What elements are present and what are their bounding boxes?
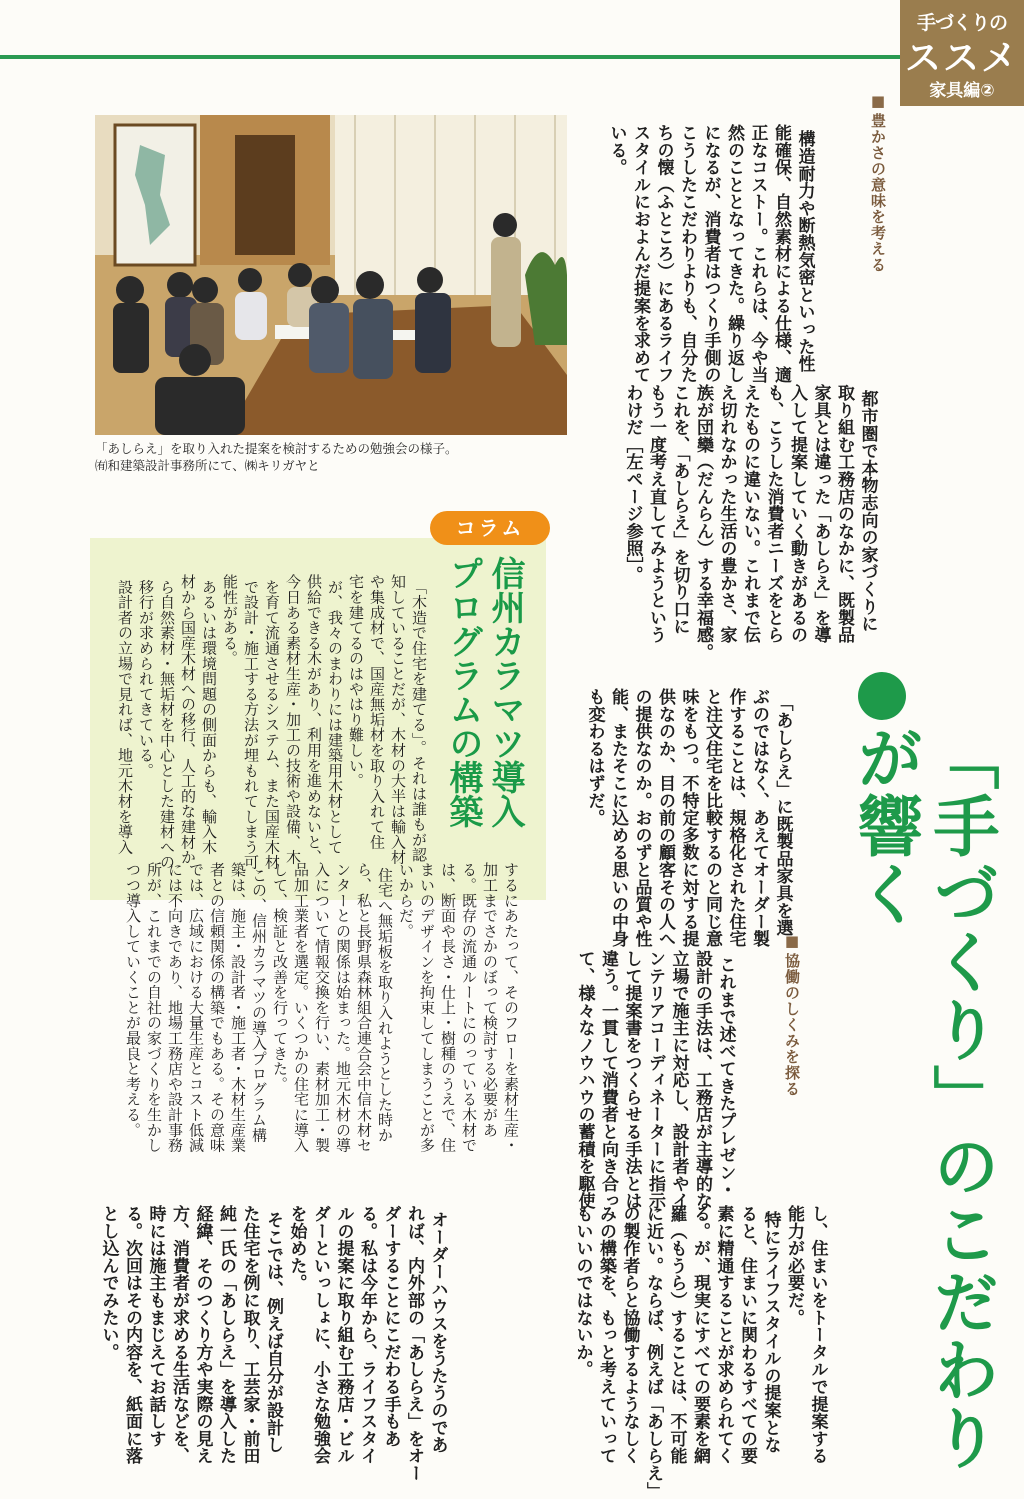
column-label: コラム (430, 511, 550, 545)
photo-caption-line1: 「あしらえ」を取り入れた提案を検討するための勉強会の様子。 (95, 441, 458, 456)
section-heading-abundance: ■ 豊かさの意味を考える (868, 92, 889, 332)
series-line1: 手づくりの (916, 12, 1007, 34)
section-heading-collaboration: ■ 協働のしくみを探る (782, 932, 803, 1142)
intro-body: 都市圏で本物志向の家づくりに 取り組む工務店のなかに、既製品 家具とは違った「あしらえ」を導 入して提案していく動きがあるの も、こうした消費者ニーズをとら えたものに違いない。これまで伝 え切れなかった生活の豊かさ、家 族が団欒（だんらん）する幸福感。 これを、「あしらえ」を切り口に もう一度考え直してみようという わけだ［左ページ参照］。 (622, 384, 878, 661)
headline-bullet (858, 672, 906, 720)
main-headline: 「手づくり」のこだわりが響く (846, 724, 999, 1472)
section2-body: これまで述べてきたプレゼン・ 設計の手法は、工務店が主導的な 立場で施主に対応し、設計者やイ ンテリアコーディネーターに指示 して提案書をつくらせる手法とは 違う。一貫して消費者と向き合っ て、様々なノウハウの蓄積を駆使 (574, 950, 736, 1210)
photo-caption (95, 440, 567, 474)
top-rule (0, 55, 900, 59)
middle-body: 「あしらえ」に既製品家具を選 ぶのではなく、あえてオーダー製 作することは、規格化された住宅 と注文住宅を比較するのと同じ意 味をもつ。不特定多数に対する提 供なのか、目の前の顧客その人へ の提供なのか。おのずと品質や性 能、またそこに込める思いの中身 も変わるはずだ。 (584, 688, 793, 948)
column-title: 信州カラマツ導入 プログラムの構築 (443, 556, 525, 828)
series-part: 家具編② (929, 81, 995, 101)
lower1-body: し、住まいをトータルで提案する 能力が必要だ。 特にライフスタイルの提案とな ると、住まいに関わるすべての要 素に精通することが求められてく る。が、現実にすべての要素を網 羅（もうら）することは、不可能 に近い。ならば、例えば「あしらえ」 の製作者らと協働するようなしく みの構築を、もっと考えていって もいいのではないか。 (572, 1205, 828, 1499)
section1-body: 構造耐力や断熱気密といった性 能確保、自然素材による仕様、適 正なコストー。これらは、今や当 然のこととなってきた。繰り返し になるが、消費者はつくり手側の こうしたこだわりよりも、自分た ちの懐（ふところ）にあるライフ スタイルにおよんだ提案を求めて いる。 (606, 124, 815, 384)
photo-caption-line2: ㈲和建築設計事務所にて、㈱キリガヤと (95, 458, 320, 473)
meeting-photo-drawing (95, 115, 567, 435)
meeting-photo (95, 115, 567, 435)
series-badge (900, 0, 1024, 106)
column-body-continued: するにあたって、そのフローを素材生産・ 加工までさかのぼって検討する必要があ る。既存の流通ルートにのっている木材で は、断面や長さ・仕上・樹種のうえで、住 まいのデザインを拘束してしまうことが多 いからだ。 住宅へ無垢板を取り入れようとした時か ら、私と長野県森林組合連合会中信木材セ ンターとの関係は始まった。地元木材の導 入について情報交換を行い、素材加工・製 品加工業者を選定。いくつかの住宅に導入 して、検証と改善を行ってきた。 この、信州カラマツの導入プログラム構 築は、施主・設計者・施工者・木材生産業 者との信頼関係の構築でもある。その意味 では、広域における大量生産とコスト低減 には不向きであり、地場工務店や設計事務 所が、これまでの自社の家づくりを生かし つつ導入していくことが最良と考える。 (124, 862, 520, 1153)
column-body: 「木造で住宅を建てる」。それは誰もが認 知していることだが、木材の大半は輸入材 や集成材で、国産無垢材を取り入れて住 宅を建てるのはやはり難しい。 が、我々のまわりには建築用木材として 供給できる木があり、利用を進めないと、 今日ある素材生産・加工の技術や設備、木 を育て流通させるシステム、また国産木材 で設計・施工する方法が埋もれてしまう可 能性がある。 あるいは環境問題の側面からも、輸入木 材から国産木材への移行、人工的な建材か ら自然素材・無垢材を中心とした建材への 移行が求められてきている。 設計者の立場で見れば、地元木材を導入 (116, 574, 428, 870)
lower2-body: オーダーハウスをうたうのであ れば、内外部の「あしらえ」をオー ダーすることにこだわる手もあ る。私は今年から、ライフスタイ ルの提案に取り組む工務店・ビル ダーといっしょに、小さな勉強会 を始めた。 そこでは、例えば自分が設計し た住宅を例に取り、工芸家・前田 純一氏の「あしらえ」を導入した 経緯、そのつくり方や実際の見え 方、消費者が求める生活などを、 時には施主もまじえてお話しす る。次回はその内容を、紙面に落 とし込んでみたい。 (98, 1205, 448, 1482)
series-title: ススメ (904, 38, 1019, 79)
